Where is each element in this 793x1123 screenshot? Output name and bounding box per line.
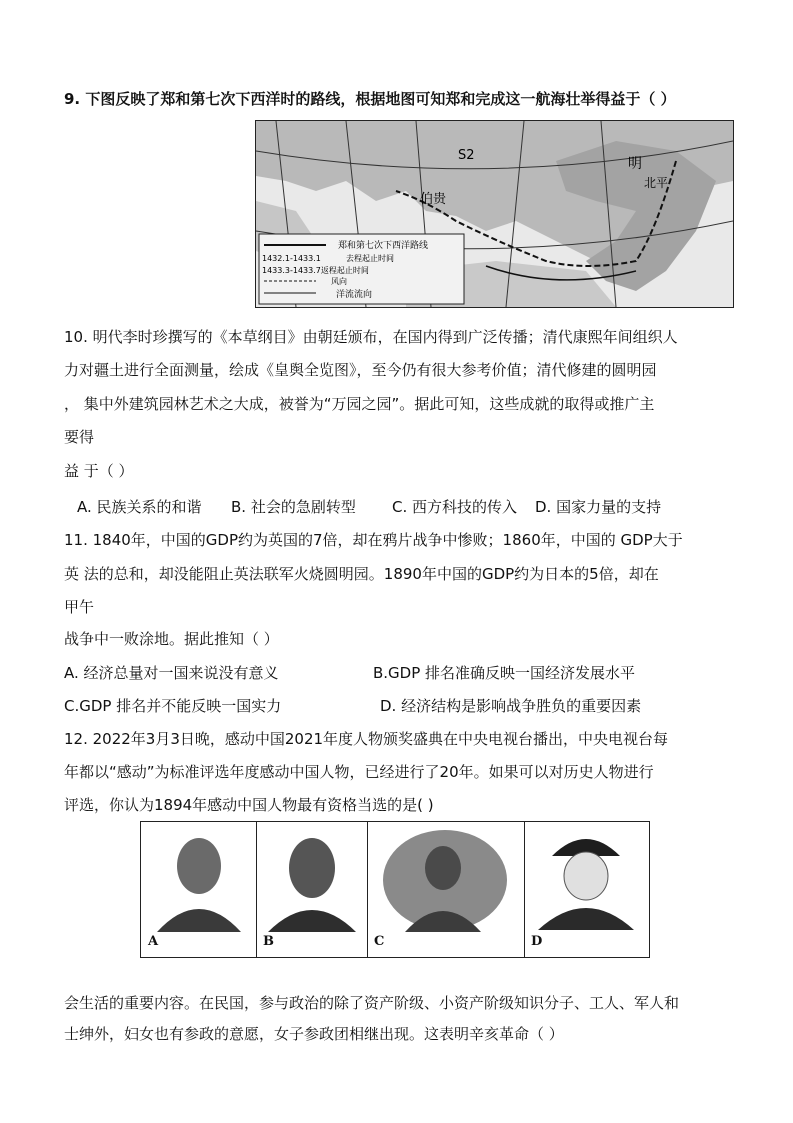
portrait-c [367,822,525,957]
portrait-b-photo [262,826,362,932]
question-11-option-c: C.GDP 排名并不能反映一国实力 [64,697,282,715]
portrait-d-label: D [531,934,543,949]
question-13-line-2: 士绅外，妇女也有参政的意愿，女子参政团相继出现。这表明辛亥革命（ ） [64,1025,564,1043]
portrait-a-label: A [148,934,159,949]
question-10-line-2: 力对疆土进行全面测量，绘成《皇舆全览图》，至今仍有很大参考价值；清代修建的圆明园 [64,361,657,379]
question-10-option-d: D. 国家力量的支持 [535,498,662,516]
legend-wind-label: 风向 [331,277,347,286]
question-11-option-d: D. 经济结构是影响战争胜负的重要因素 [380,697,642,715]
map-label-ming: 明 [628,156,642,172]
question-11-option-a: A. 经济总量对一国来说没有意义 [64,664,279,682]
question-10-option-a: A. 民族关系的和谐 [77,498,202,516]
question-11-line-1: 11. 1840年，中国的GDP约为英国的7倍，却在鸦片战争中惨败；1860年，中国的 GDP大于 [64,531,683,549]
portrait-a-photo [147,826,251,932]
portrait-b-label: B [263,934,274,949]
question-9-stem: 9. 下图反映了郑和第七次下西洋时的路线，根据地图可知郑和完成这一航海壮举得益于（ ） [64,90,676,108]
question-11-line-3: 甲午 [64,598,95,616]
question-12-line-2: 年都以“感动”为标准评选年度感动中国人物，已经进行了20年。如果可以对历史人物进行 [64,763,654,781]
question-10-line-4: 要得 [64,428,95,446]
question-13-line-1: 会生活的重要内容。在民国，参与政治的除了资产阶级、小资产阶级知识分子、工人、军人和 [64,994,680,1012]
question-11-option-b: B.GDP 排名准确反映一国经济发展水平 [373,664,636,682]
portrait-d-photo [530,826,642,930]
question-11-line-4: 战争中一败涂地。据此推知（ ） [64,630,279,648]
legend-outbound-label: 去程起止时间 [346,254,394,263]
question-10-line-5: 益 于（ ） [64,462,134,480]
question-11-line-2: 英 法的总和，却没能阻止英法联军火烧圆明园。1890年中国的GDP约为日本的5倍，却在 [64,565,659,583]
portrait-b [256,822,368,957]
question-10-option-b: B. 社会的急剧转型 [231,498,356,516]
portrait-choices [140,821,650,958]
map-label-bo: 伯贵 [420,192,447,207]
question-12-line-1: 12. 2022年3月3日晚，感动中国2021年度人物颁奖盛典在中央电视台播出，中央电视台每 [64,730,669,748]
map-graphic [256,121,733,307]
legend-outbound-dates: 1432.1-1433.1 [262,254,321,263]
map-label-beiping: 北平 [644,176,669,190]
portrait-d [524,822,648,957]
question-10-line-3: ， 集中外建筑园林艺术之大成，被誉为“万园之园”。据此可知，这些成就的取得或推广主 [64,395,655,413]
zheng-he-voyage-map [255,120,734,308]
portrait-a [141,822,257,957]
question-12-line-3: 评选，你认为1894年感动中国人物最有资格当选的是( ) [64,796,434,814]
portrait-c-label: C [374,934,385,949]
legend-route-label: 郑和第七次下西洋路线 [338,241,429,251]
map-label-s2: S2 [458,148,475,163]
legend-current-label: 洋流流向 [336,290,373,300]
question-10-option-c: C. 西方科技的传入 [392,498,518,516]
portrait-c-photo [375,828,515,932]
legend-return-label: 1433.3-1433.7返程起止时间 [262,266,369,275]
question-10-line-1: 10. 明代李时珍撰写的《本草纲目》由朝廷颁布，在国内得到广泛传播；清代康熙年间组织人 [64,328,678,346]
